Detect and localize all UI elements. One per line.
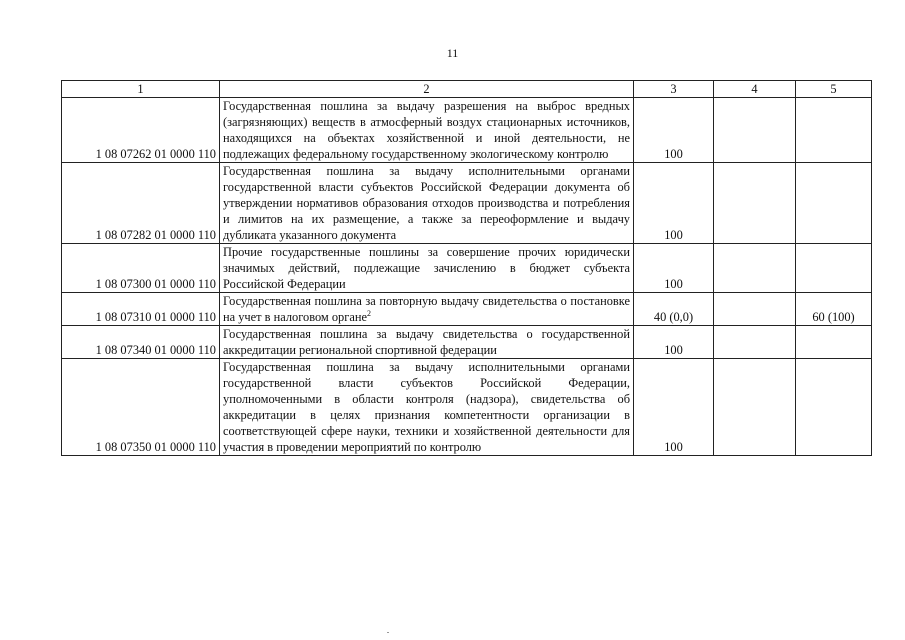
footnote-marker: 2 xyxy=(366,308,371,318)
column-4-value xyxy=(714,326,796,359)
budget-code-cell: 1 08 07310 01 0000 110 xyxy=(62,293,220,326)
budget-code-cell: 1 08 07282 01 0000 110 xyxy=(62,163,220,244)
column-5-value: 60 (100) xyxy=(796,293,872,326)
scan-speck xyxy=(387,632,389,633)
fee-name-cell: Государственная пошлина за выдачу исполнительными органами государственной власти субъектов Российской Федерации документа об утверждении нормативов образования отходов производства и потребления и лимитов на их размещение, а также за переоформление и выдачу дубликата указанного документа xyxy=(220,163,634,244)
column-header-1: 1 xyxy=(62,81,220,98)
header-row xyxy=(62,81,872,98)
table-row xyxy=(62,98,872,163)
column-4-value xyxy=(714,293,796,326)
table-row xyxy=(62,293,872,326)
column-5-value xyxy=(796,244,872,293)
column-3-value: 100 xyxy=(634,326,714,359)
column-3-value: 100 xyxy=(634,244,714,293)
fee-name-cell: Прочие государственные пошлины за совершение прочих юридически значимых действий, подлежащие зачислению в бюджет субъекта Российской Федерации xyxy=(220,244,634,293)
column-header-4: 4 xyxy=(714,81,796,98)
fee-name-cell: Государственная пошлина за выдачу свидетельства о государственной аккредитации региональной спортивной федерации xyxy=(220,326,634,359)
column-3-value: 100 xyxy=(634,98,714,163)
budget-code-cell: 1 08 07350 01 0000 110 xyxy=(62,359,220,456)
budget-code-cell: 1 08 07262 01 0000 110 xyxy=(62,98,220,163)
fee-table xyxy=(61,80,872,456)
column-5-value xyxy=(796,98,872,163)
table-row xyxy=(62,359,872,456)
table-row xyxy=(62,326,872,359)
table-header xyxy=(62,81,872,98)
fee-name-cell: Государственная пошлина за выдачу разрешения на выброс вредных (загрязняющих) веществ в атмосферный воздух стационарных источников, находящихся на объектах хозяйственной и иной деятельности, не подлежащих федеральному государственному экологическому контролю xyxy=(220,98,634,163)
column-header-2: 2 xyxy=(220,81,634,98)
fee-name-cell xyxy=(220,293,634,326)
column-4-value xyxy=(714,244,796,293)
table-row xyxy=(62,163,872,244)
budget-code-cell: 1 08 07300 01 0000 110 xyxy=(62,244,220,293)
page-number: 11 xyxy=(446,46,459,60)
budget-code-cell: 1 08 07340 01 0000 110 xyxy=(62,326,220,359)
fee-name-cell: Государственная пошлина за выдачу исполнительными органами государственной власти субъектов Российской Федерации, уполномоченными в области контроля (надзора), свидетельства об аккредитации в целях признания компетентности организации в соответствующей сфере науки, техники и хозяйственной деятельности для участия в проведении мероприятий по контролю xyxy=(220,359,634,456)
column-3-value: 100 xyxy=(634,163,714,244)
column-header-3: 3 xyxy=(634,81,714,98)
column-5-value xyxy=(796,359,872,456)
table-body xyxy=(62,98,872,456)
column-4-value xyxy=(714,163,796,244)
column-4-value xyxy=(714,98,796,163)
column-5-value xyxy=(796,163,872,244)
table-row xyxy=(62,244,872,293)
column-5-value xyxy=(796,326,872,359)
column-3-value: 100 xyxy=(634,359,714,456)
column-4-value xyxy=(714,359,796,456)
column-3-value: 40 (0,0) xyxy=(634,293,714,326)
fee-name-text: Государственная пошлина за повторную выдачу свидетельства о постановке на учет в налоговом органе xyxy=(223,294,630,324)
column-header-5: 5 xyxy=(796,81,872,98)
